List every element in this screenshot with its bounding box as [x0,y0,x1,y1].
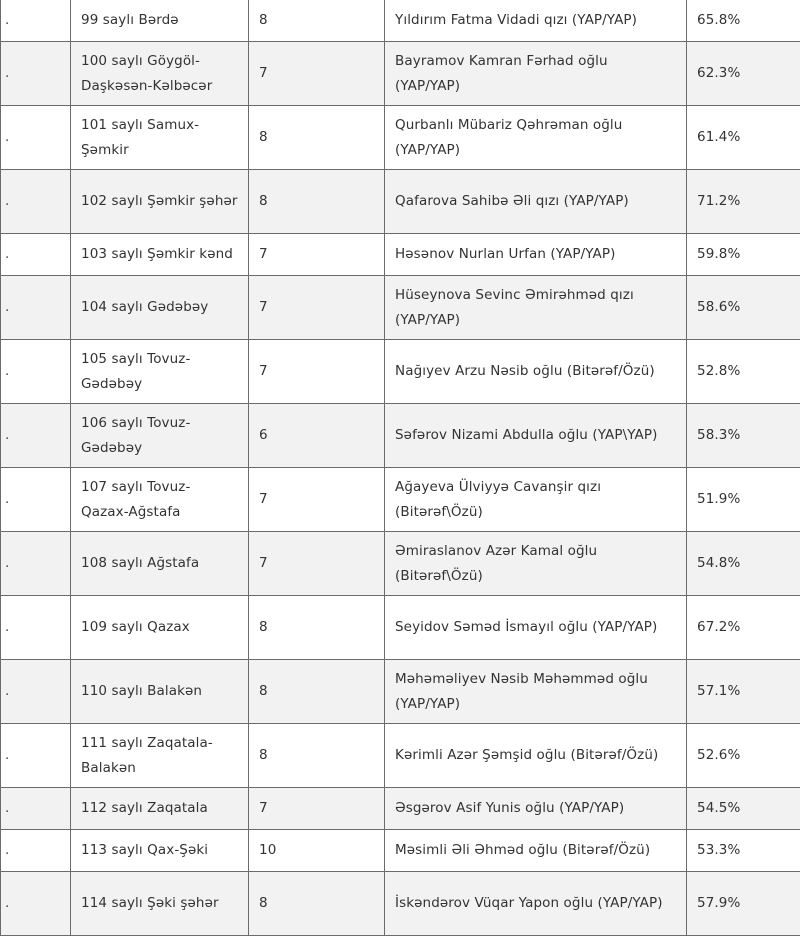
district-cell: 105 saylı Tovuz-Gədəbəy [71,340,249,404]
candidates-count-cell: 7 [249,532,385,596]
percent-cell: 67.2% [687,596,800,660]
percent-cell: 59.8% [687,234,800,276]
district-cell: 110 saylı Balakən [71,660,249,724]
winner-cell: Qafarova Sahibə Əli qızı (YAP/YAP) [385,170,687,234]
table-row [1,340,800,404]
table-row [1,170,800,234]
district-cell: 112 saylı Zaqatala [71,788,249,830]
candidates-count-cell: 8 [249,872,385,936]
table-row [1,234,800,276]
table-row [1,660,800,724]
percent-cell: 54.8% [687,532,800,596]
table-row [1,788,800,830]
candidates-count-cell: 6 [249,404,385,468]
winner-cell: Əmiraslanov Azər Kamal oğlu (Bitərəf\Özü) [385,532,687,596]
candidates-count-cell: 7 [249,234,385,276]
row-index: . [1,42,71,106]
winner-cell: Əsgərov Asif Yunis oğlu (YAP/YAP) [385,788,687,830]
district-cell: 104 saylı Gədəbəy [71,276,249,340]
percent-cell: 57.1% [687,660,800,724]
percent-cell: 52.8% [687,340,800,404]
district-cell: 113 saylı Qax-Şəki [71,830,249,872]
row-index: . [1,724,71,788]
candidates-count-cell: 7 [249,276,385,340]
winner-cell: İskəndərov Vüqar Yapon oğlu (YAP/YAP) [385,872,687,936]
district-cell: 102 saylı Şəmkir şəhər [71,170,249,234]
percent-cell: 62.3% [687,42,800,106]
winner-cell: Seyidov Səməd İsmayıl oğlu (YAP/YAP) [385,596,687,660]
winner-cell: Ağayeva Ülviyyə Cavanşir qızı (Bitərəf\Özü) [385,468,687,532]
table-row [1,276,800,340]
winner-cell: Həsənov Nurlan Urfan (YAP/YAP) [385,234,687,276]
table-row [1,468,800,532]
winner-cell: Məhəməliyev Nəsib Məhəmməd oğlu (YAP/YAP) [385,660,687,724]
row-index: . [1,276,71,340]
row-index: . [1,788,71,830]
winner-cell: Səfərov Nizami Abdulla oğlu (YAP\YAP) [385,404,687,468]
percent-cell: 61.4% [687,106,800,170]
row-index: . [1,0,71,42]
row-index: . [1,340,71,404]
table-row [1,596,800,660]
row-index: . [1,830,71,872]
row-index: . [1,106,71,170]
district-cell: 107 saylı Tovuz-Qazax-Ağstafa [71,468,249,532]
candidates-count-cell: 8 [249,660,385,724]
winner-cell: Yıldırım Fatma Vidadi qızı (YAP/YAP) [385,0,687,42]
row-index: . [1,660,71,724]
percent-cell: 57.9% [687,872,800,936]
winner-cell: Məsimli Əli Əhməd oğlu (Bitərəf/Özü) [385,830,687,872]
district-cell: 108 saylı Ağstafa [71,532,249,596]
percent-cell: 65.8% [687,0,800,42]
row-index: . [1,596,71,660]
row-index: . [1,234,71,276]
table-row [1,404,800,468]
row-index: . [1,404,71,468]
row-index: . [1,170,71,234]
district-cell: 103 saylı Şəmkir kənd [71,234,249,276]
candidates-count-cell: 8 [249,106,385,170]
table-row [1,42,800,106]
district-cell: 109 saylı Qazax [71,596,249,660]
candidates-count-cell: 8 [249,0,385,42]
row-index: . [1,872,71,936]
row-index: . [1,532,71,596]
row-index: . [1,468,71,532]
district-cell: 101 saylı Samux-Şəmkir [71,106,249,170]
candidates-count-cell: 8 [249,724,385,788]
table-row [1,532,800,596]
candidates-count-cell: 7 [249,42,385,106]
district-cell: 99 saylı Bərdə [71,0,249,42]
percent-cell: 58.6% [687,276,800,340]
candidates-count-cell: 7 [249,468,385,532]
candidates-count-cell: 10 [249,830,385,872]
candidates-count-cell: 8 [249,170,385,234]
winner-cell: Kərimli Azər Şəmşid oğlu (Bitərəf/Özü) [385,724,687,788]
winner-cell: Hüseynova Sevinc Əmirəhməd qızı (YAP/YAP) [385,276,687,340]
table-row [1,724,800,788]
district-cell: 106 saylı Tovuz-Gədəbəy [71,404,249,468]
district-cell: 111 saylı Zaqatala-Balakən [71,724,249,788]
district-cell: 114 saylı Şəki şəhər [71,872,249,936]
candidates-count-cell: 7 [249,788,385,830]
table-row [1,830,800,872]
percent-cell: 71.2% [687,170,800,234]
winner-cell: Bayramov Kamran Fərhad oğlu (YAP/YAP) [385,42,687,106]
winner-cell: Nağıyev Arzu Nəsib oğlu (Bitərəf/Özü) [385,340,687,404]
winner-cell: Qurbanlı Mübariz Qəhrəman oğlu (YAP/YAP) [385,106,687,170]
percent-cell: 53.3% [687,830,800,872]
percent-cell: 58.3% [687,404,800,468]
table-row [1,0,800,42]
table-row [1,872,800,936]
percent-cell: 52.6% [687,724,800,788]
district-cell: 100 saylı Göygöl-Daşkəsən-Kəlbəcər [71,42,249,106]
candidates-count-cell: 7 [249,340,385,404]
table-row [1,106,800,170]
percent-cell: 54.5% [687,788,800,830]
percent-cell: 51.9% [687,468,800,532]
candidates-count-cell: 8 [249,596,385,660]
